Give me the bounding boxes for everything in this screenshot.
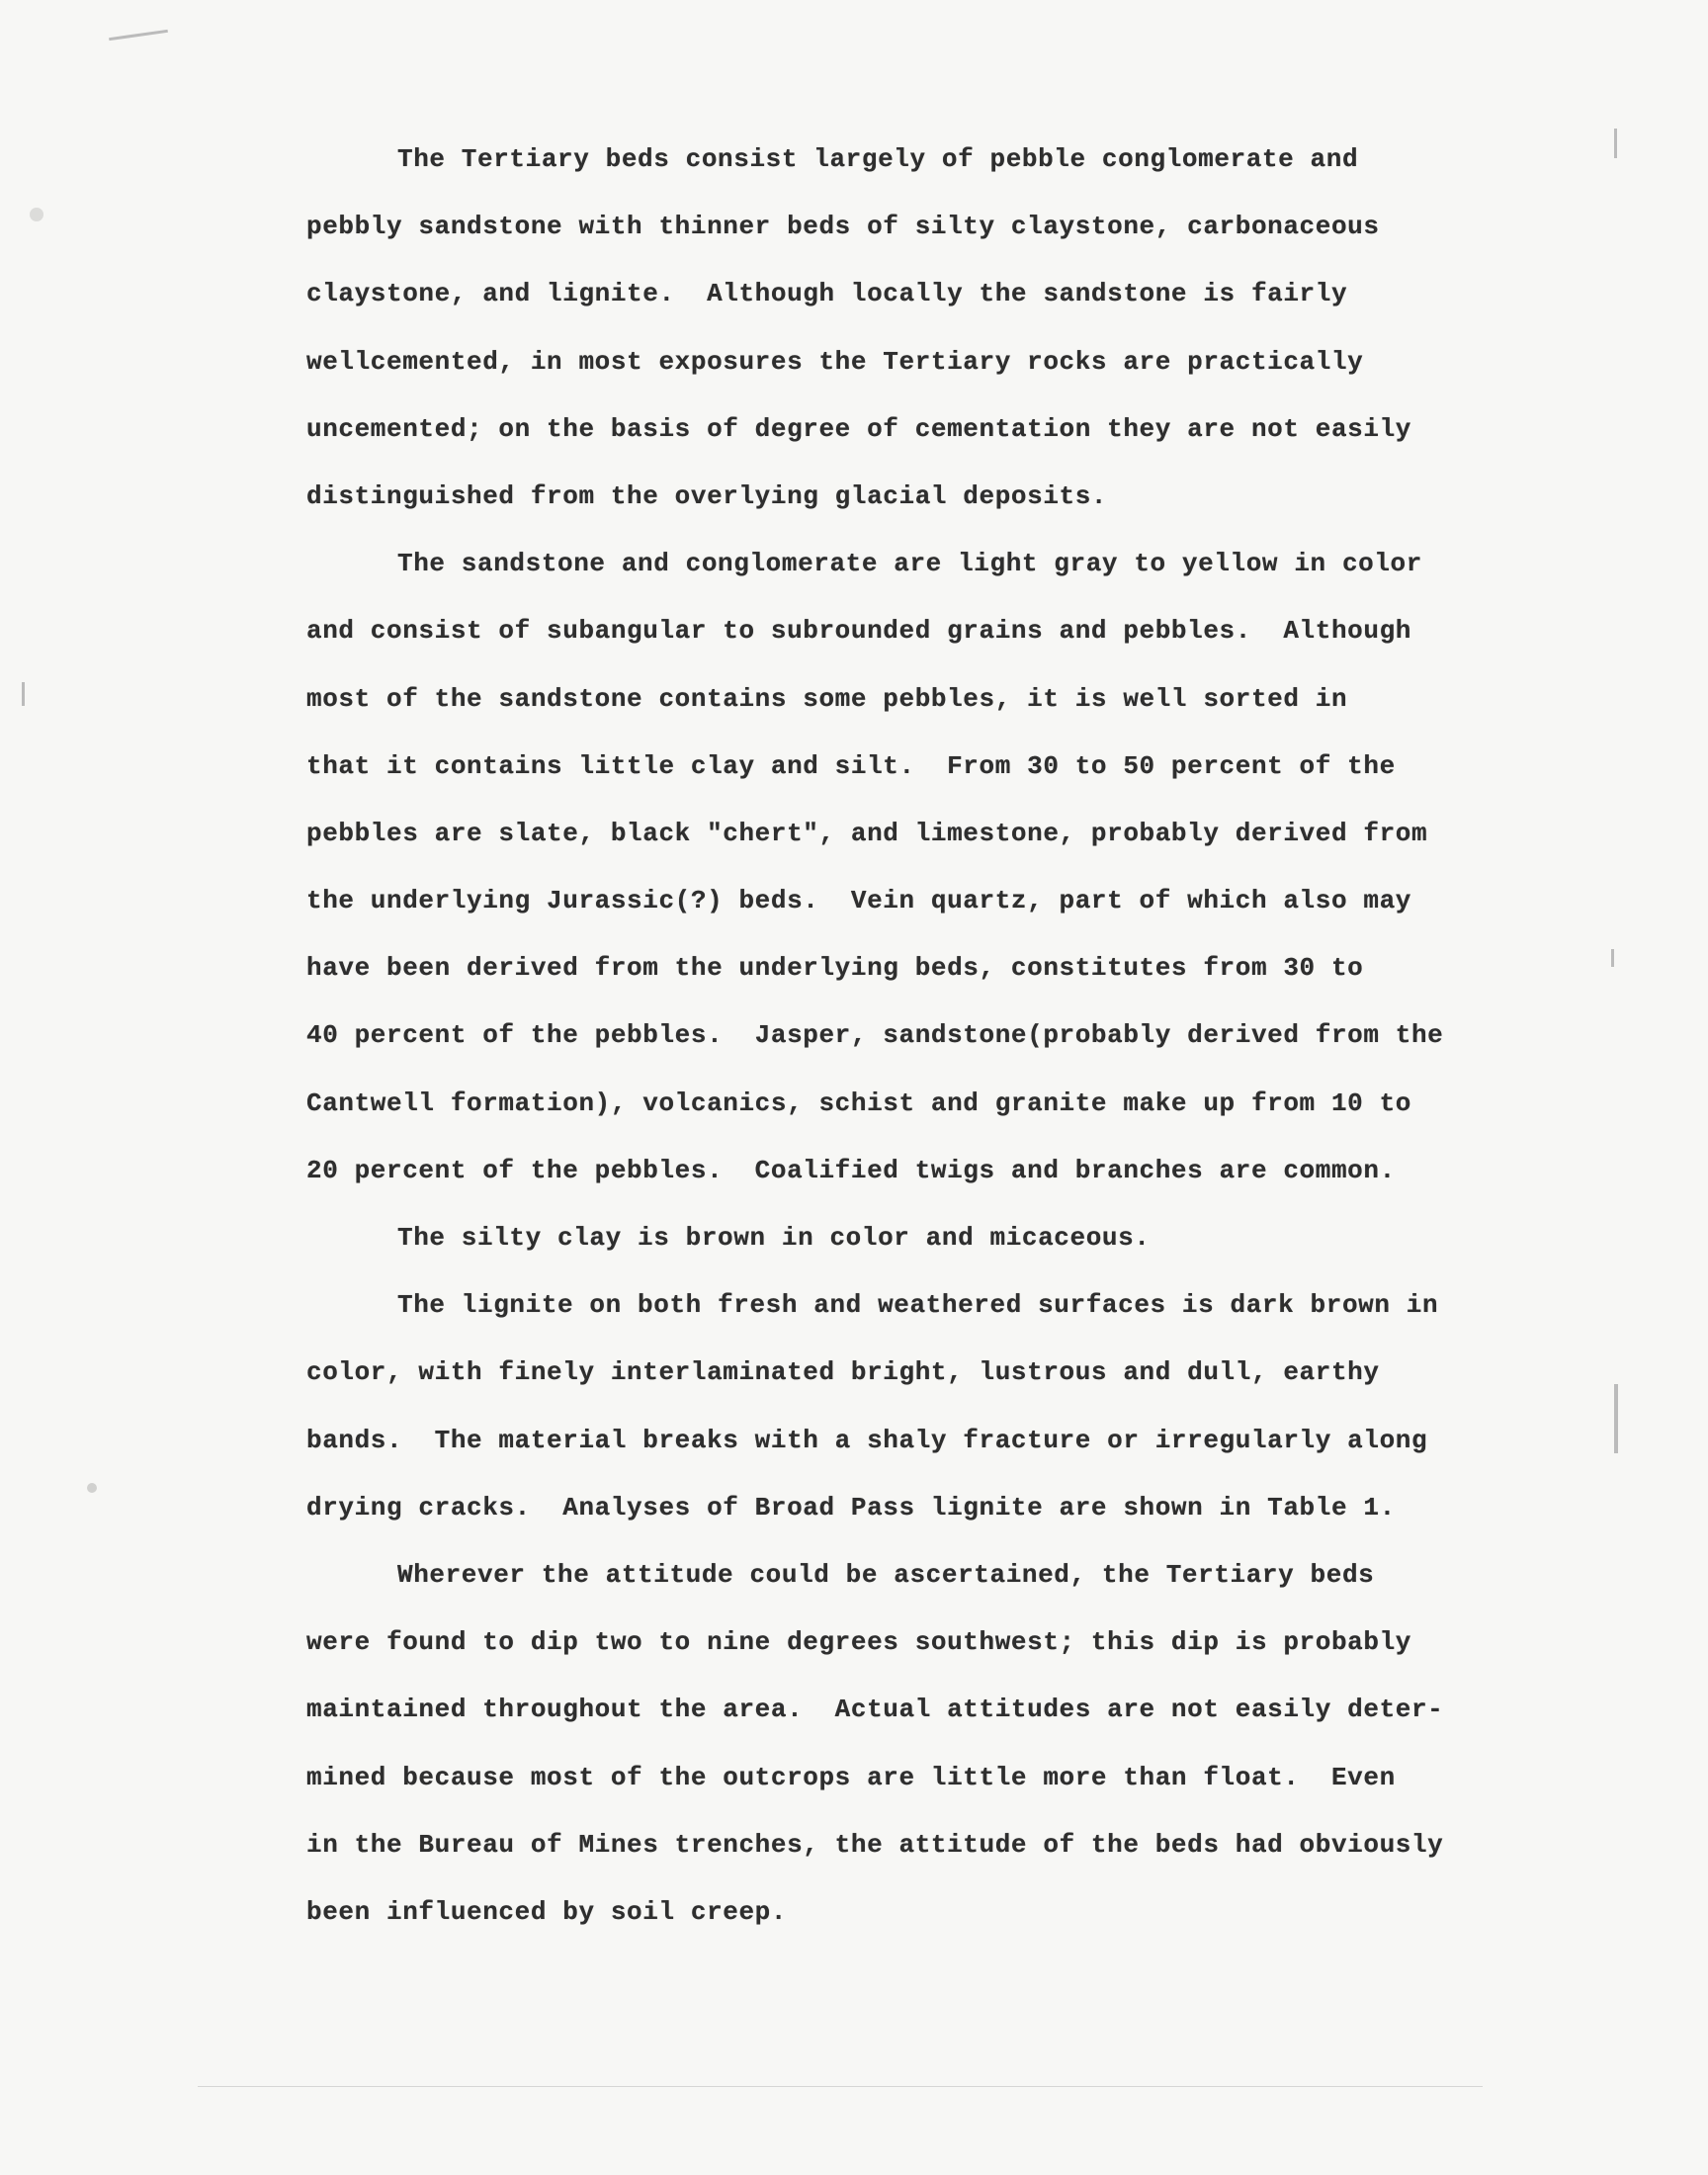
text-line: most of the sandstone contains some pebbles, it is well sorted in (306, 683, 1348, 714)
text-line: drying cracks. Analyses of Broad Pass lignite are shown in Table 1. (306, 1492, 1396, 1522)
scan-mark (30, 208, 43, 221)
text-line: 40 percent of the pebbles. Jasper, sandstone(probably derived from the (306, 1020, 1444, 1051)
text-line: pebbles are slate, black "chert", and limestone, probably derived from (306, 818, 1428, 848)
text-line: that it contains little clay and silt. From 30 to 50 percent of the (306, 750, 1396, 781)
scan-mark (1611, 949, 1614, 967)
text-line: pebbly sandstone with thinner beds of silty claystone, carbonaceous (306, 212, 1380, 242)
scan-mark (198, 2086, 1483, 2087)
text-line: The sandstone and conglomerate are light gray to yellow in color (397, 549, 1422, 579)
scan-mark (87, 1483, 97, 1493)
scan-mark (109, 30, 168, 41)
text-line: uncemented; on the basis of degree of cementation they are not easily (306, 413, 1411, 444)
text-line: maintained throughout the area. Actual attitudes are not easily deter- (306, 1695, 1444, 1725)
text-line: The silty clay is brown in color and micaceous. (397, 1223, 1151, 1253)
text-line: The Tertiary beds consist largely of pebble conglomerate and (397, 144, 1359, 174)
text-line: in the Bureau of Mines trenches, the attitude of the beds had obviously (306, 1829, 1444, 1860)
text-line: distinguished from the overlying glacial deposits. (306, 480, 1108, 511)
scan-mark (22, 682, 25, 706)
body-text (306, 126, 1532, 1946)
text-line: claystone, and lignite. Although locally the sandstone is fairly (306, 279, 1348, 309)
text-line: The lignite on both fresh and weathered surfaces is dark brown in (397, 1290, 1439, 1321)
text-line: Wherever the attitude could be ascertained, the Tertiary beds (397, 1559, 1375, 1590)
text-line: the underlying Jurassic(?) beds. Vein quartz, part of which also may (306, 886, 1411, 916)
scan-mark (1614, 1384, 1618, 1453)
scan-mark (1614, 129, 1617, 158)
text-line: 20 percent of the pebbles. Coalified twigs and branches are common. (306, 1155, 1396, 1185)
text-line: been influenced by soil creep. (306, 1896, 788, 1927)
text-line: mined because most of the outcrops are little more than float. Even (306, 1762, 1396, 1792)
text-line: color, with finely interlaminated bright, lustrous and dull, earthy (306, 1357, 1380, 1388)
text-line: were found to dip two to nine degrees southwest; this dip is probably (306, 1627, 1411, 1658)
text-line: and consist of subangular to subrounded grains and pebbles. Although (306, 616, 1411, 647)
text-line: Cantwell formation), volcanics, schist and granite make up from 10 to (306, 1088, 1411, 1118)
text-line: bands. The material breaks with a shaly fracture or irregularly along (306, 1425, 1428, 1455)
text-line: have been derived from the underlying beds, constitutes from 30 to (306, 953, 1364, 984)
text-line: wellcemented, in most exposures the Tertiary rocks are practically (306, 346, 1364, 377)
